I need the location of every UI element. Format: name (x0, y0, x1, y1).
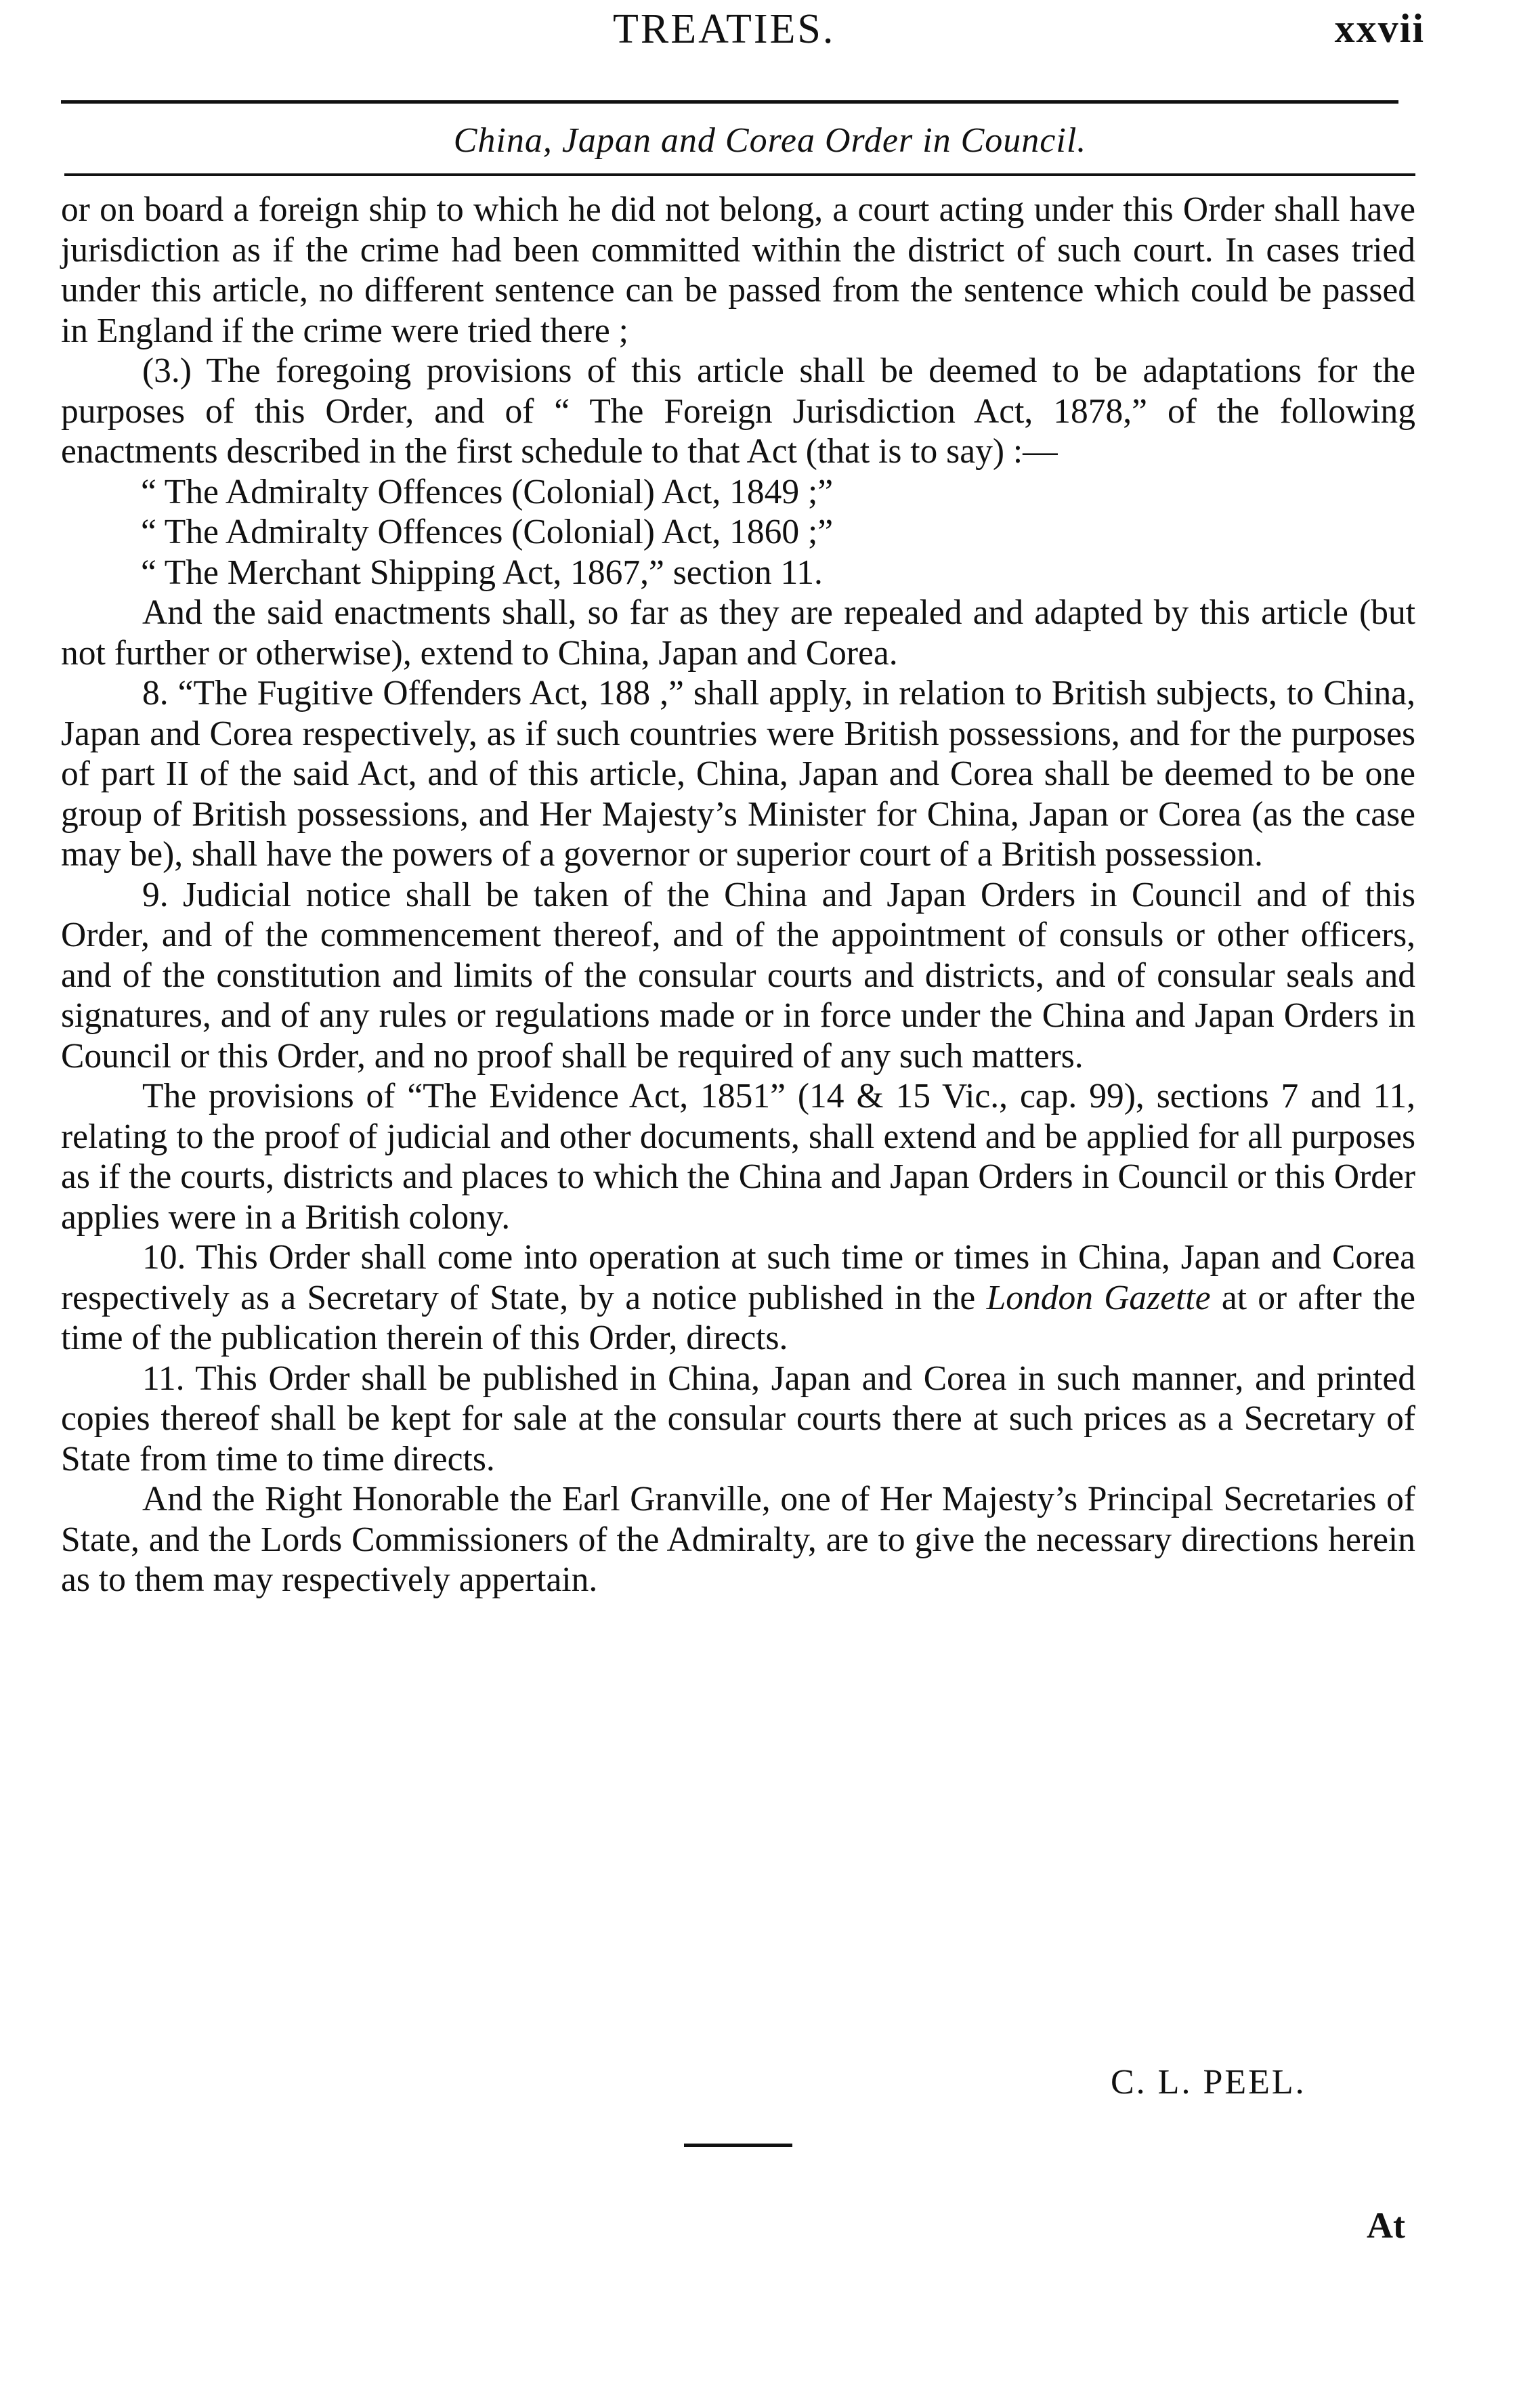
gazette-title: London Gazette (986, 1278, 1211, 1317)
article-9: 9. Judicial notice shall be taken of the China and Japan Orders in Council and of this Order, and of the commencement thereof, and of the appointment of consuls or other officers, and of the constitution and limits of the consular courts and districts, and of consular seals and signatures, and of any rules or regulations made or in force under the China and Japan Orders in Council or this Order, and no proof shall be required of any such matters. (61, 875, 1415, 1075)
body-text (61, 190, 1415, 1600)
paragraph-adaptations: (3.) The foregoing provisions of this article shall be deemed to be adaptations for the purposes of this Order, and of “ The Foreign Jurisdiction Act, 1878,” of the following enactments described in the first schedule to that Act (that is to say) :— (61, 352, 1415, 471)
article-8: 8. “The Fugitive Offenders Act, 188 ,” shall apply, in relation to British subjects, to China, Japan and Corea respectively, as if such countries were British possessions, and for the purposes of part II of the said Act, and of this article, China, Japan and Corea shall be deemed to be one group of British possessions, and Her Majesty’s Minister for China, Japan or Corea (as the case may be), shall have the powers of a governor or superior court of a British possession. (61, 674, 1415, 874)
running-head (0, 5, 1540, 66)
article-10-text-b: at or after the time of the publication therein of this Order, directs. (61, 1278, 1415, 1357)
paragraph-directions: And the Right Honorable the Earl Granville, one of Her Majesty’s Principal Secretaries of State, and the Lords Commissioners of the Admiralty, are to give the necessary directions herein as to them may respectively appertain. (61, 1480, 1415, 1599)
catchword: At (1367, 2205, 1405, 2246)
article-10-text-a: 10. This Order shall come into operation at such time or times in China, Japan and Corea respectively as a Secretary of State, by a notice published in the (61, 1238, 1415, 1317)
paragraph-extension: And the said enactments shall, so far as they are repealed and adapted by this article (but not further or otherwise), extend to China, Japan and Corea. (61, 593, 1415, 673)
article-10 (61, 1237, 1415, 1359)
page-number: xxvii (1334, 6, 1425, 51)
header-rule (61, 100, 1398, 104)
enactment-1860: “ The Admiralty Offences (Colonial) Act, 1860 ;” (141, 513, 834, 551)
signature: C. L. PEEL. (1111, 2063, 1306, 2102)
paragraph-continued: or on board a foreign ship to which he did not belong, a court acting under this Order shall have jurisdiction as if the crime had been committed within the district of such court. In cases tried under this article, no different sentence can be passed from the sentence which could be passed in England if the crime were tried there ; (61, 190, 1415, 350)
enactment-1867: “ The Merchant Shipping Act, 1867,” section 11. (141, 553, 823, 592)
article-11: 11. This Order shall be published in China, Japan and Corea in such manner, and printed copies thereof shall be kept for sale at the consular courts there at such prices as a Secretary of State from time to time directs. (61, 1359, 1415, 1478)
section-subtitle: China, Japan and Corea Order in Council. (453, 121, 1087, 160)
paragraph-evidence-act: The provisions of “The Evidence Act, 1851” (14 & 15 Vic., cap. 99), sections 7 and 11, relating to the proof of judicial and other documents, shall extend and be applied for all purposes as if the courts, districts and places to which the China and Japan Orders in Council or this Order applies were in a British colony. (61, 1077, 1415, 1237)
subtitle-rule (64, 173, 1415, 176)
end-rule (684, 2144, 792, 2147)
enactment-1849: “ The Admiralty Offences (Colonial) Act, 1849 ;” (141, 472, 834, 511)
running-title: TREATIES. (613, 6, 836, 52)
